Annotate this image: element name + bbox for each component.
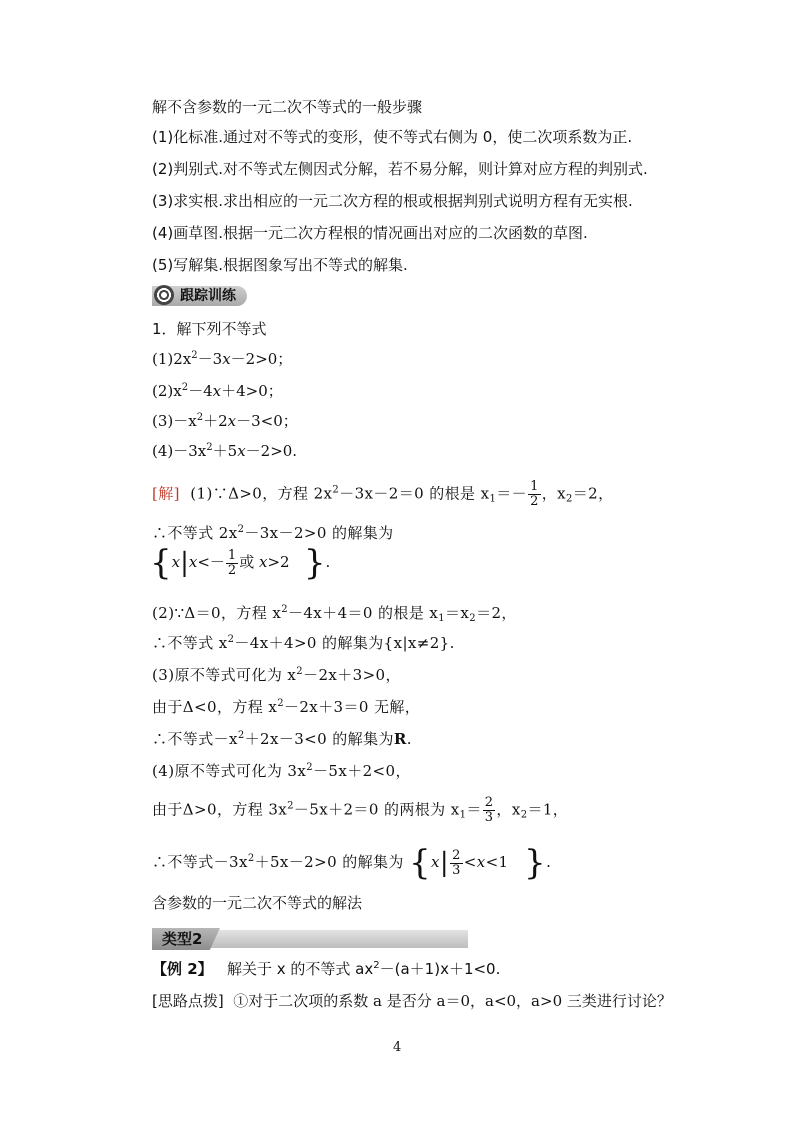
type-label: 类型2	[162, 930, 203, 948]
step-4: (4)画草图.根据一元二次方程根的情况画出对应的二次函数的草图.	[152, 224, 588, 242]
example-2: 【例 2】 解关于 x 的不等式 $ax^2-(a+1)x+1<0$.	[152, 960, 501, 978]
fraction-two-thirds: $\frac{2}{3}$	[484, 795, 494, 825]
solution-1-set-intro: ∴不等式 $2x^2-3x-2>0$ 的解集为	[152, 524, 394, 542]
step-3: (3)求实根.求出相应的一元二次方程的根或根据判别式说明方程有无实根.	[152, 192, 633, 210]
problem-2: $(2)x^2-4x+4>0$；	[152, 382, 283, 400]
section-2-heading: 含参数的一元二次不等式的解法	[152, 894, 363, 912]
solution-3-discriminant: 由于Δ<0，方程 $x^2-2x+3=0$ 无解，	[152, 698, 421, 716]
solution-4-line: (4)原不等式可化为 $3x^2-5x+2<0$，	[152, 762, 411, 780]
problem-3: $(3)-x^2+2x-3<0$；	[152, 412, 298, 430]
solution-2-line: (2)∵Δ＝0，方程 $x^2-4x+4=0$ 的根是 $x_1=x_2=2$，	[152, 604, 517, 624]
solution-2-set: ∴不等式 $x^2-4x+4>0$ 的解集为{x|x≠2}.	[152, 634, 455, 652]
solution-4-set: ∴不等式$-3x^2+5x-2>0$ 的解集为 {x| $\frac{2}{3}$ <x<1 }.	[152, 843, 552, 883]
step-1: (1)化标准.通过对不等式的变形，使不等式右侧为 0，使二次项系数为正.	[152, 128, 633, 146]
practice-banner-label: 跟踪训练	[180, 288, 236, 304]
problem-1: $(1)2x^2-3x-2>0$；	[152, 350, 293, 368]
solution-4-roots: 由于Δ>0，方程 $3x^2-5x+2=0$ 的两根为 $x_1=$ $\frac{2}{3}$ ，$x_2=1$，	[152, 795, 569, 825]
method-heading: 解不含参数的一元二次不等式的一般步骤	[152, 98, 423, 116]
problem-4: $(4)-3x^2+5x-2>0$.	[152, 442, 298, 460]
solution-tag: [解]	[152, 484, 180, 503]
page-number: 4	[393, 1040, 402, 1055]
fraction-one-half: $\frac{1}{2}$	[530, 479, 539, 509]
solution-1-line: [解] (1)∵Δ>0，方程 $2x^2-3x-2=0$ 的根是 $x_1=-$ $\frac{1}{2}$ ，$x_2=2$，	[152, 479, 614, 509]
solution-3-line: (3)原不等式可化为 $x^2-2x+3>0$，	[152, 666, 401, 684]
solution-1-set: {x|x<－ $\frac{1}{2}$ 或 x>2 }.	[150, 543, 331, 583]
step-2: (2)判别式.对不等式左侧因式分解，若不易分解，则计算对应方程的判别式.	[152, 160, 648, 178]
problem-title: 1．解下列不等式	[152, 320, 267, 338]
target-icon	[154, 285, 174, 305]
step-5: (5)写解集.根据图象写出不等式的解集.	[152, 256, 408, 274]
hint-line: [思路点拨] ①对于二次项的系数 a 是否分 a＝0，a<0，a>0 三类进行讨论？	[152, 992, 672, 1010]
solution-3-set: ∴不等式$-x^2+2x-3<0$ 的解集为R.	[152, 730, 412, 748]
